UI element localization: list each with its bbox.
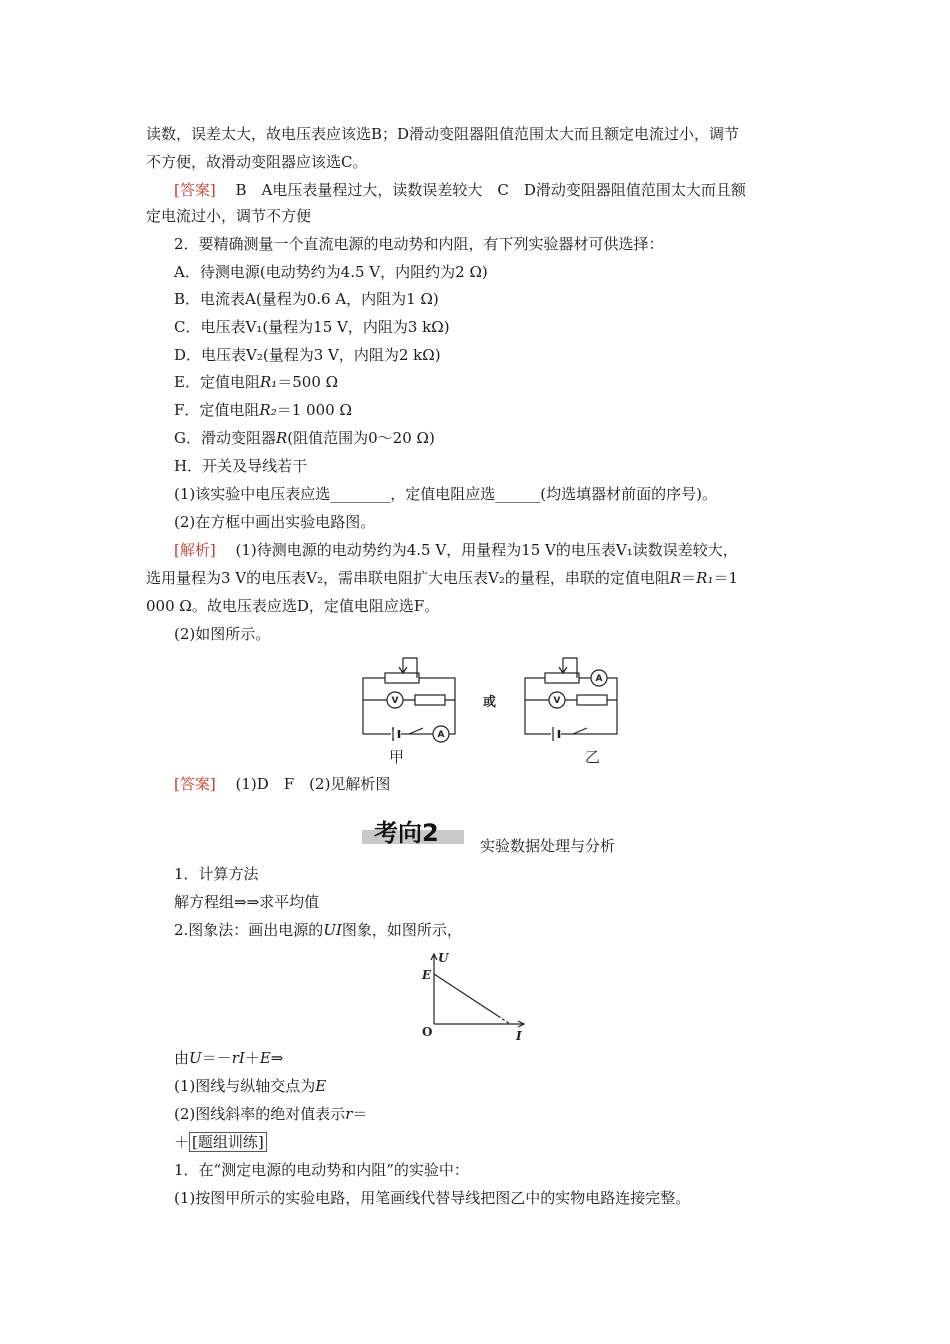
option-f-label: F．定值电阻 [174, 401, 260, 419]
section-heading [362, 818, 464, 848]
subquestion-1: (1)该实验中电压表应选________，定值电阻应选______(均选填器材前面的序号)。 [174, 485, 717, 503]
rheostat-right [545, 673, 579, 683]
option-f-value: ＝1 000 Ω [276, 401, 352, 419]
practice-subquestion: (1)按图甲所示的实验电路，用笔画线代替导线把图乙中的实物电路连接完整。 [174, 1189, 691, 1207]
answer-text: B A电压表量程过大，读数误差较大 C D滑动变阻器阻值范围太大而且额 [235, 181, 746, 199]
ui-line [434, 974, 498, 1016]
option-e-label: E．定值电阻 [174, 373, 260, 391]
var-i: I [238, 1049, 245, 1067]
method-1: 1．计算方法 [174, 865, 259, 883]
text-line: 000 Ω。故电压表应选D，定值电阻应选F。 [146, 597, 440, 615]
text-line: (2)如图所示。 [174, 625, 271, 643]
formula-eq: ＝－ [201, 1049, 232, 1067]
ui-graph [418, 948, 538, 1044]
section-subtitle: 实验数据处理与分析 [480, 837, 616, 855]
resistor-left [415, 695, 445, 705]
text-line: 定电流过小，调节不方便 [146, 207, 312, 225]
question-line: 2．要精确测量一个直流电源的电动势和内阻，有下列实验器材可供选择： [174, 235, 664, 253]
method-2 [174, 920, 462, 940]
eq-sign: ＝ [681, 569, 697, 587]
ammeter-right-label: A [595, 674, 603, 684]
answer-text-2: (1)D F (2)见解析图 [235, 775, 391, 793]
formula-arrow: ⇒ [270, 1049, 284, 1067]
answer-line-2 [174, 774, 390, 794]
ammeter-left-label: A [437, 730, 445, 740]
formula-line [174, 1048, 283, 1068]
axis-label-i: I [516, 1029, 522, 1043]
var-r1: R₁ [696, 569, 714, 587]
practice-heading [174, 1132, 267, 1152]
option-b: B．电流表A(量程为0.6 A，内阻为1 Ω) [174, 290, 439, 308]
resistor-right [577, 695, 607, 705]
caption-right: 乙 [585, 748, 601, 766]
option-e [174, 372, 338, 392]
subquestion-2: (2)在方框中画出实验电路图。 [174, 513, 376, 531]
rheostat-left [385, 673, 419, 683]
caption-left: 甲 [389, 748, 405, 766]
graph-point-2-eq: ＝ [352, 1105, 368, 1123]
intercept-label-e: E [422, 968, 432, 982]
graph-point-1 [174, 1076, 326, 1096]
graph-point-2 [174, 1104, 367, 1124]
analysis-line [174, 540, 738, 560]
answer-line [174, 180, 746, 200]
or-label: 或 [483, 695, 497, 710]
voltmeter-left-label: V [391, 696, 399, 706]
option-c: C．电压表V₁(量程为15 V，内阻为3 kΩ) [174, 318, 450, 336]
circuit-diagrams [355, 650, 635, 770]
voltmeter-right-label: V [553, 696, 561, 706]
answer-tag: [答案] [174, 181, 216, 199]
method-1-detail: 解方程组⇒⇒求平均值 [174, 893, 320, 911]
analysis-tag: [解析] [174, 541, 216, 559]
var-ui: UI [323, 921, 342, 939]
var-r2: R₂ [259, 401, 277, 419]
circuit-right-frame [525, 678, 617, 734]
var-r1: R₁ [259, 373, 278, 391]
option-d: D．电压表V₂(量程为3 V，内阻为2 kΩ) [174, 346, 441, 364]
analysis-text: (1)待测电源的电动势约为4.5 V，用量程为15 V的电压表V₁读数误差较大， [235, 541, 738, 559]
option-g [174, 428, 435, 448]
graph-point-1-text: (1)图线与纵轴交点为 [174, 1077, 316, 1095]
option-g-value: (阻值范围为0～20 Ω) [287, 429, 435, 447]
analysis-text-2: 选用量程为3 V的电压表V₂，需串联电阻扩大电压表V₂的量程，串联的定值电阻 [146, 569, 670, 587]
axis-label-u: U [438, 951, 449, 965]
section-title: 考向2 [374, 819, 439, 847]
practice-question: 1．在“测定电源的电动势和内阻”的实验中： [174, 1161, 469, 1179]
text-line [146, 568, 738, 588]
var-r-small: r [231, 1049, 239, 1067]
eq-value: ＝1 [713, 569, 739, 587]
var-r: R [669, 569, 682, 587]
method-2-text-2: 图象，如图所示， [341, 921, 462, 939]
option-e-value: ＝500 Ω [277, 373, 339, 391]
text-line: 读数，误差太大，故电压表应该选B；D滑动变阻器阻值范围太大而且额定电流过小，调节 [146, 125, 740, 143]
graph-point-2-text: (2)图线斜率的绝对值表示 [174, 1105, 346, 1123]
option-g-label: G．滑动变阻器 [174, 429, 276, 447]
option-a: A．待测电源(电动势约为4.5 V，内阻约为2 Ω) [174, 263, 488, 281]
text-line: 不方便，故滑动变阻器应该选C。 [146, 153, 368, 171]
formula-prefix: 由 [174, 1049, 190, 1067]
option-h: H．开关及导线若干 [174, 457, 308, 475]
method-2-text: 2.图象法：画出电源的 [174, 921, 324, 939]
var-r: R [275, 429, 288, 447]
var-e: E [259, 1049, 271, 1067]
formula-plus: ＋ [244, 1049, 260, 1067]
var-u: U [189, 1049, 202, 1067]
origin-label: O [422, 1025, 433, 1039]
practice-label: [题组训练] [189, 1132, 267, 1152]
practice-label-text: 题组训练 [197, 1133, 258, 1151]
practice-plus: ＋ [174, 1133, 190, 1151]
answer-tag: [答案] [174, 775, 216, 793]
var-e: E [315, 1077, 327, 1095]
option-f [174, 400, 352, 420]
var-r-small: r [345, 1105, 353, 1123]
